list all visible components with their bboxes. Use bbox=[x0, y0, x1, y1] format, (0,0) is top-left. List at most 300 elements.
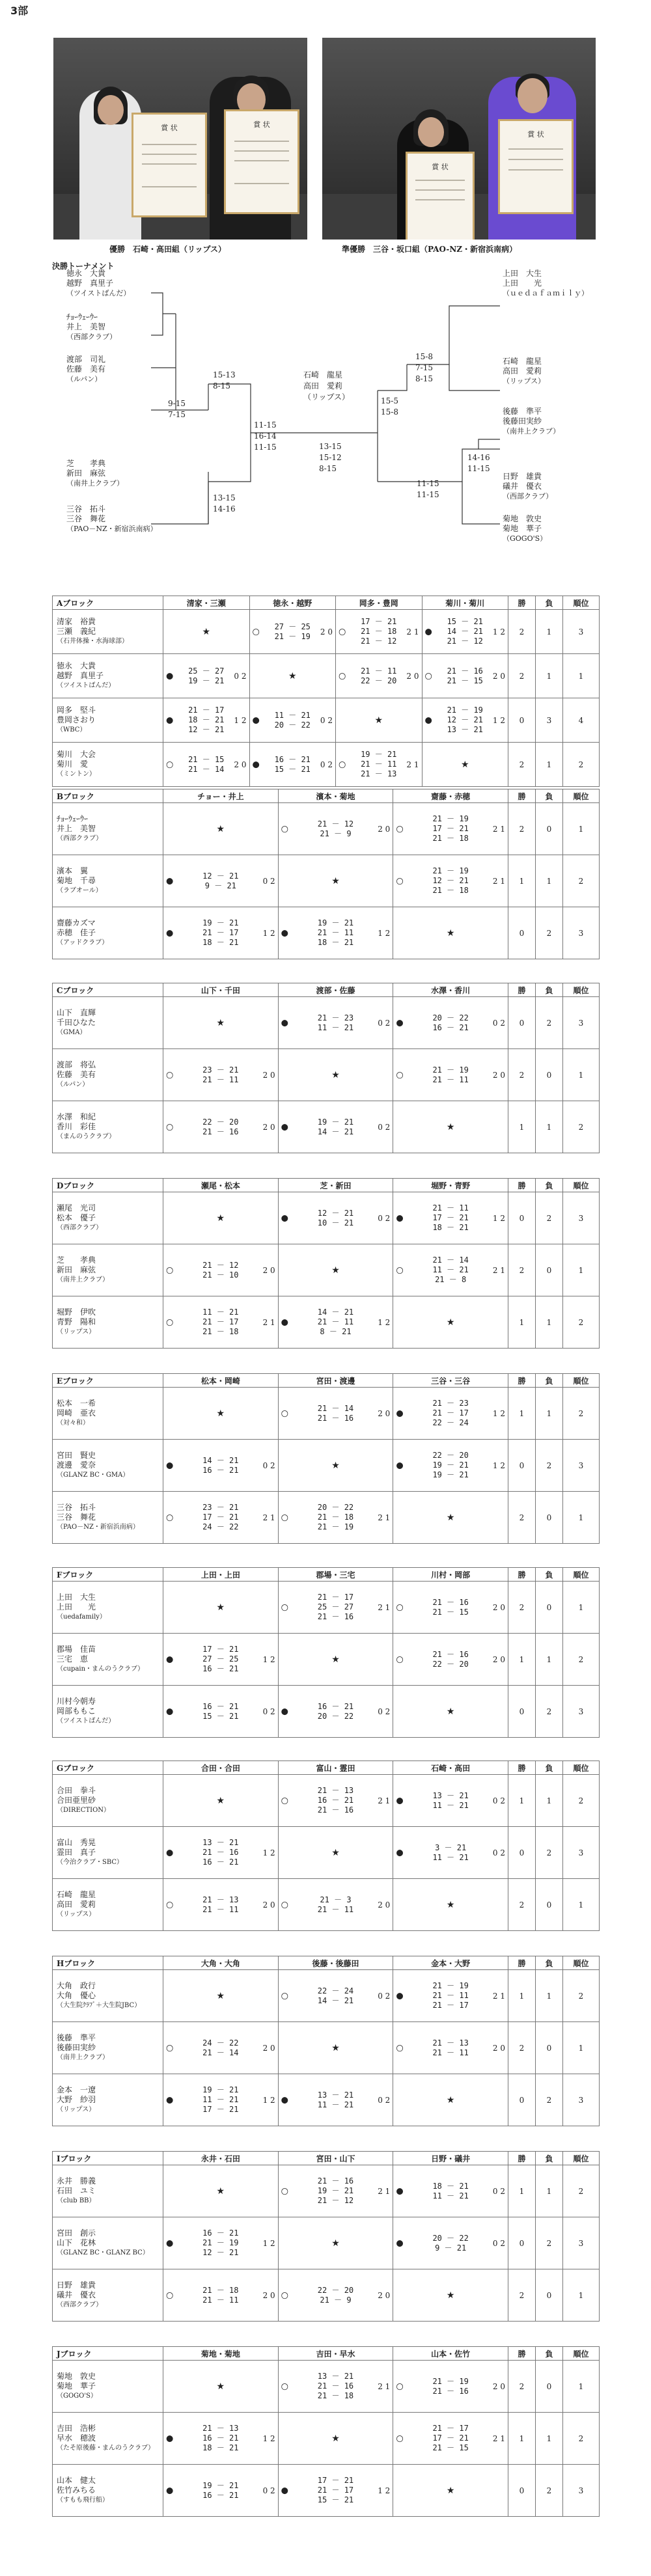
match-total: 0 2 bbox=[262, 876, 275, 886]
team-club: （ルパン） bbox=[57, 1081, 89, 1088]
team-row bbox=[53, 1192, 600, 1244]
match-result-cell bbox=[422, 610, 508, 654]
match-total: 1 2 bbox=[262, 2433, 275, 2443]
game-score: 21 － 13 bbox=[432, 2038, 469, 2048]
losses: 2 bbox=[535, 2217, 562, 2269]
bracket-player-name: 高田 愛莉 bbox=[503, 366, 542, 376]
match-result-cell bbox=[393, 1634, 508, 1686]
win-mark: ○ bbox=[166, 1122, 174, 1132]
game-score: 16 － 21 bbox=[202, 1857, 239, 1867]
player-name: 日野 雄貴 bbox=[57, 2281, 96, 2290]
team-row bbox=[53, 1049, 600, 1101]
team-names bbox=[53, 1101, 163, 1153]
game-score: 25 － 27 bbox=[188, 666, 225, 676]
game-score: 21 － 13 bbox=[202, 2424, 239, 2433]
losses: 2 bbox=[535, 1440, 562, 1492]
team-row bbox=[53, 2413, 600, 2465]
player-name: 川村今朝寿 bbox=[57, 1697, 96, 1706]
game-score: 21 － 16 bbox=[432, 2386, 469, 2396]
game-score: 21 － 18 bbox=[432, 834, 469, 843]
player-name: 岡多 堅斗 bbox=[57, 706, 96, 715]
game-score: 16 － 21 bbox=[202, 1664, 239, 1673]
bracket-player-name: 新田 麻弦 bbox=[66, 469, 106, 478]
loss-mark: ● bbox=[166, 928, 174, 938]
game-score: 21 － 11 bbox=[361, 760, 397, 769]
bracket-entry bbox=[503, 407, 560, 436]
match-result-cell bbox=[163, 1827, 279, 1879]
match-total: 2 0 bbox=[262, 2290, 275, 2300]
win-mark: ○ bbox=[166, 1070, 174, 1080]
game-score: 13 － 21 bbox=[317, 2372, 354, 2381]
match-total: 2 0 bbox=[262, 1122, 275, 1132]
game-score: 21 － 17 bbox=[317, 2486, 354, 2495]
game-score: 17 － 21 bbox=[202, 1645, 239, 1654]
column-header: 金本・大野 bbox=[393, 1956, 508, 1970]
column-header: 芝・新田 bbox=[278, 1179, 393, 1192]
self-match-cell: ★ bbox=[393, 1686, 508, 1738]
game-score: 19 － 21 bbox=[317, 1117, 354, 1127]
team-row bbox=[53, 1388, 600, 1440]
game-score: 27 － 25 bbox=[202, 1654, 239, 1664]
league-table bbox=[52, 1761, 600, 1931]
player-name: 高田 愛莉 bbox=[57, 1900, 96, 1909]
losses: 1 bbox=[535, 1634, 562, 1686]
match-result-cell bbox=[393, 1049, 508, 1101]
team-club: （たそ原後藤・まんのうクラブ） bbox=[57, 2445, 155, 2452]
game-score: 21 － 16 bbox=[447, 666, 483, 676]
player-name: 大野 紗羽 bbox=[57, 2095, 96, 2104]
match-total: 2 1 bbox=[378, 2381, 391, 2391]
game-score: 22 － 24 bbox=[317, 1986, 354, 1995]
match-total: 1 2 bbox=[492, 1408, 505, 1418]
match-result-cell bbox=[163, 855, 279, 907]
match-total: 0 2 bbox=[262, 1706, 275, 1716]
rank: 1 bbox=[562, 1049, 599, 1101]
team-club: （DIRECTION） bbox=[57, 1807, 111, 1814]
team-club: （西部クラブ） bbox=[57, 2301, 103, 2309]
player-name: ﾁｮｰｳｪｰｳｰ bbox=[57, 814, 89, 823]
wins: 1 bbox=[508, 1101, 535, 1153]
team-club: （GLANZ BC・GMA） bbox=[57, 1472, 130, 1479]
game-score: 21 － 11 bbox=[432, 2048, 469, 2057]
game-score: 16 － 21 bbox=[202, 1465, 239, 1475]
game-score: 11 － 21 bbox=[202, 2095, 239, 2104]
match-result-cell bbox=[163, 1101, 279, 1153]
win-mark: ○ bbox=[281, 2290, 288, 2300]
rank: 1 bbox=[562, 1492, 599, 1544]
game-score: 21 － 14 bbox=[188, 764, 225, 774]
game-score: 21 － 12 bbox=[202, 1260, 239, 1270]
column-header: 山下・千田 bbox=[163, 983, 279, 997]
self-match-cell: ★ bbox=[163, 997, 279, 1049]
wins: 0 bbox=[508, 2217, 535, 2269]
game-score: 21 － 17 bbox=[202, 928, 239, 937]
bracket-player-name: 日野 雄貴 bbox=[503, 472, 542, 481]
player-name: 永井 勝義 bbox=[57, 2176, 96, 2185]
match-result-cell bbox=[163, 1296, 279, 1349]
match-total: 2 0 bbox=[378, 1408, 391, 1418]
player-name: 赤穂 佳子 bbox=[57, 928, 96, 937]
match-total: 2 0 bbox=[320, 627, 333, 637]
team-names bbox=[53, 2361, 163, 2413]
rank-header: 順位 bbox=[562, 789, 599, 803]
match-result-cell bbox=[393, 803, 508, 855]
loss-header: 負 bbox=[535, 2152, 562, 2165]
loss-mark: ● bbox=[281, 1018, 288, 1028]
rank: 3 bbox=[563, 610, 600, 654]
bracket-entry bbox=[503, 357, 545, 386]
bracket-entry bbox=[66, 459, 124, 488]
team-row bbox=[53, 855, 600, 907]
game-score: 18 － 21 bbox=[202, 938, 239, 947]
loss-mark: ● bbox=[396, 1991, 404, 2001]
game-score: 21 － 11 bbox=[317, 928, 354, 937]
match-result-cell bbox=[163, 698, 250, 743]
team-row bbox=[53, 743, 600, 787]
bracket-score-r-b: 11-15 11-15 bbox=[417, 479, 439, 499]
team-row bbox=[53, 1634, 600, 1686]
rank: 2 bbox=[562, 2165, 599, 2217]
game-score: 27 － 25 bbox=[274, 622, 311, 631]
self-match-cell: ★ bbox=[278, 2022, 393, 2074]
team-names bbox=[53, 1970, 163, 2022]
win-mark: ○ bbox=[281, 2186, 288, 2196]
self-match-cell: ★ bbox=[163, 2361, 279, 2413]
match-total: 0 2 bbox=[378, 1213, 391, 1223]
wins: 0 bbox=[508, 2074, 535, 2126]
match-result-cell bbox=[393, 1440, 508, 1492]
game-score: 21 － 19 bbox=[274, 631, 311, 641]
match-total: 2 0 bbox=[378, 1900, 391, 1910]
self-match-cell: ★ bbox=[278, 1049, 393, 1101]
rank: 1 bbox=[562, 2022, 599, 2074]
win-header: 勝 bbox=[508, 596, 536, 610]
game-score: 21 － 13 bbox=[317, 1786, 354, 1795]
rank: 2 bbox=[562, 1101, 599, 1153]
match-total: 1 2 bbox=[378, 1317, 391, 1327]
match-result-cell bbox=[422, 698, 508, 743]
rank: 2 bbox=[562, 855, 599, 907]
team-club: （GMA） bbox=[57, 1029, 87, 1036]
team-row bbox=[53, 2022, 600, 2074]
win-header: 勝 bbox=[508, 983, 535, 997]
game-score: 21 － 11 bbox=[432, 1203, 469, 1213]
loss-mark: ● bbox=[281, 1213, 288, 1223]
game-score: 21 － 18 bbox=[202, 1327, 239, 1336]
column-header: 郡場・三宅 bbox=[278, 1568, 393, 1582]
player-name: 佐藤 美有 bbox=[57, 1070, 96, 1079]
win-mark: ○ bbox=[281, 1408, 288, 1418]
loss-header: 負 bbox=[535, 2347, 562, 2361]
game-score: 21 － 16 bbox=[432, 1597, 469, 1607]
game-score: 21 － 14 bbox=[432, 1255, 469, 1265]
game-score: 20 － 22 bbox=[274, 720, 311, 730]
game-score: 21 － 19 bbox=[202, 2238, 239, 2247]
win-mark: ○ bbox=[396, 876, 404, 886]
game-score: 21 － 15 bbox=[432, 1607, 469, 1617]
team-names bbox=[53, 610, 163, 654]
game-score: 3 － 21 bbox=[435, 1843, 467, 1852]
game-score: 12 － 21 bbox=[202, 871, 239, 881]
game-score: 14 － 21 bbox=[317, 1127, 354, 1136]
team-names bbox=[53, 698, 163, 743]
game-score: 11 － 21 bbox=[317, 2100, 354, 2109]
match-total: 2 1 bbox=[492, 824, 505, 834]
match-total: 0 2 bbox=[378, 2095, 391, 2105]
team-names bbox=[53, 855, 163, 907]
win-mark: ○ bbox=[396, 2381, 404, 2391]
game-score: 19 － 21 bbox=[202, 918, 239, 927]
game-score: 12 － 21 bbox=[317, 1208, 354, 1218]
match-result-cell bbox=[336, 743, 422, 787]
column-header: 菊地・菊地 bbox=[163, 2347, 279, 2361]
win-mark: ○ bbox=[281, 2381, 288, 2391]
self-match-cell: ★ bbox=[249, 654, 336, 698]
rank: 1 bbox=[562, 1244, 599, 1296]
game-score: 21 － 11 bbox=[432, 1991, 469, 2000]
losses: 1 bbox=[536, 610, 563, 654]
column-header: 吉田・早水 bbox=[278, 2347, 393, 2361]
match-result-cell bbox=[163, 2465, 279, 2517]
bracket-club: （南井上クラブ） bbox=[66, 479, 124, 487]
match-total: 2 1 bbox=[378, 1513, 391, 1522]
player-name: 菊地 敦史 bbox=[57, 2372, 96, 2381]
game-score: 20 － 22 bbox=[432, 1013, 469, 1022]
player-name: 金本 一遼 bbox=[57, 2085, 96, 2094]
self-match-cell: ★ bbox=[163, 1388, 279, 1440]
match-total: 2 0 bbox=[492, 2043, 505, 2053]
game-score: 24 － 22 bbox=[202, 1522, 239, 1531]
win-mark: ○ bbox=[396, 1602, 404, 1612]
loss-mark: ● bbox=[166, 2433, 174, 2443]
player-name: 上田 光 bbox=[57, 1602, 96, 1611]
game-score: 16 － 21 bbox=[317, 1701, 354, 1711]
rank: 3 bbox=[562, 907, 599, 959]
self-match-cell: ★ bbox=[163, 1775, 279, 1827]
player-name: 濱本 翼 bbox=[57, 866, 89, 875]
game-score: 21 － 11 bbox=[202, 1904, 239, 1914]
bracket-score-r-r1: 14-16 11-15 bbox=[467, 453, 490, 473]
column-header: 菊川・菊川 bbox=[422, 596, 508, 610]
game-score: 16 － 21 bbox=[202, 2433, 239, 2443]
column-header: 松本・岡崎 bbox=[163, 1374, 279, 1388]
team-club: （石井体操・水海球部） bbox=[57, 638, 128, 645]
team-row bbox=[53, 2361, 600, 2413]
wins: 0 bbox=[508, 1440, 535, 1492]
losses: 2 bbox=[535, 2074, 562, 2126]
team-names bbox=[53, 1296, 163, 1349]
wins: 0 bbox=[508, 907, 535, 959]
team-club: （PAO－NZ・新宿浜南病） bbox=[57, 1524, 139, 1531]
bracket-entry bbox=[66, 312, 117, 342]
wins: 2 bbox=[508, 654, 536, 698]
player-name: 井上 美智 bbox=[57, 824, 96, 833]
game-score: 17 － 21 bbox=[432, 2433, 469, 2443]
team-names bbox=[53, 2217, 163, 2269]
match-result-cell bbox=[249, 610, 336, 654]
game-score: 23 － 21 bbox=[202, 1503, 239, 1512]
player-name: 菊川 愛 bbox=[57, 760, 89, 769]
self-match-cell: ★ bbox=[278, 855, 393, 907]
team-club: （南井上クラブ） bbox=[57, 1276, 109, 1283]
player-name: 富山 秀晃 bbox=[57, 1838, 96, 1847]
game-score: 20 － 22 bbox=[317, 1711, 354, 1721]
bracket-title: 決勝トーナメント bbox=[52, 262, 115, 271]
self-match-cell: ★ bbox=[163, 1582, 279, 1634]
cert-title: 賞 状 bbox=[253, 120, 270, 129]
match-result-cell bbox=[278, 1388, 393, 1440]
column-header: 齋藤・赤穂 bbox=[393, 789, 508, 803]
loss-header: 負 bbox=[535, 789, 562, 803]
self-match-cell: ★ bbox=[278, 1634, 393, 1686]
player-name: 徳永 大貴 bbox=[57, 661, 96, 670]
wins: 2 bbox=[508, 743, 536, 787]
player-name: 宮田 賢史 bbox=[57, 1451, 96, 1460]
loss-header: 負 bbox=[535, 1374, 562, 1388]
win-mark: ○ bbox=[339, 671, 346, 681]
game-score: 19 － 21 bbox=[432, 1460, 469, 1470]
game-score: 22 － 20 bbox=[202, 1117, 239, 1127]
match-result-cell bbox=[393, 1388, 508, 1440]
player-name: 松本 一希 bbox=[57, 1399, 96, 1408]
self-match-cell: ★ bbox=[163, 803, 279, 855]
rank: 3 bbox=[562, 997, 599, 1049]
block-name: Gブロック bbox=[53, 1761, 163, 1775]
bracket-club: （南井上クラブ） bbox=[503, 427, 561, 435]
player-name: 清家 裕貴 bbox=[57, 617, 96, 626]
league-table bbox=[52, 596, 600, 787]
player-name: 瀬尾 光司 bbox=[57, 1203, 96, 1213]
match-total: 2 0 bbox=[234, 760, 247, 769]
losses: 2 bbox=[535, 907, 562, 959]
player-name: 堀野 伊吹 bbox=[57, 1308, 96, 1317]
bracket-club: （PAO－NZ・新宿浜南病） bbox=[66, 525, 158, 533]
game-score: 18 － 21 bbox=[317, 938, 354, 947]
team-names bbox=[53, 1775, 163, 1827]
game-score: 21 － 16 bbox=[432, 1649, 469, 1659]
game-score: 18 － 21 bbox=[432, 1223, 469, 1232]
match-total: 1 2 bbox=[378, 2486, 391, 2495]
column-header: 岡多・豊岡 bbox=[336, 596, 422, 610]
game-score: 12 － 21 bbox=[432, 876, 469, 885]
match-result-cell bbox=[163, 1686, 279, 1738]
match-result-cell bbox=[278, 1192, 393, 1244]
game-score: 25 － 27 bbox=[317, 1602, 354, 1611]
match-result-cell bbox=[393, 2413, 508, 2465]
match-result-cell bbox=[249, 698, 336, 743]
rank-header: 順位 bbox=[562, 1956, 599, 1970]
loss-mark: ● bbox=[281, 2486, 288, 2495]
match-result-cell bbox=[393, 855, 508, 907]
game-score: 21 － 14 bbox=[317, 1403, 354, 1413]
game-score: 9 － 21 bbox=[435, 2243, 467, 2253]
team-names bbox=[53, 2465, 163, 2517]
match-result-cell bbox=[393, 2361, 508, 2413]
game-score: 21 － 10 bbox=[202, 1270, 239, 1280]
team-row bbox=[53, 803, 600, 855]
match-result-cell bbox=[393, 2165, 508, 2217]
win-header: 勝 bbox=[508, 1374, 535, 1388]
block-name: Eブロック bbox=[53, 1374, 163, 1388]
team-names bbox=[53, 803, 163, 855]
game-score: 13 － 21 bbox=[447, 725, 483, 734]
game-score: 21 － 11 bbox=[432, 1075, 469, 1084]
player-name: 礒井 優衣 bbox=[57, 2290, 96, 2299]
match-result-cell bbox=[278, 1101, 393, 1153]
loss-mark: ● bbox=[424, 715, 432, 725]
losses: 1 bbox=[536, 743, 563, 787]
team-names bbox=[53, 997, 163, 1049]
win-mark: ○ bbox=[339, 760, 346, 769]
match-total: 2 1 bbox=[492, 876, 505, 886]
game-score: 21 － 12 bbox=[447, 637, 483, 646]
losses: 1 bbox=[535, 1101, 562, 1153]
bracket-player-name: 菊地 敦史 bbox=[503, 514, 542, 523]
match-total: 1 2 bbox=[492, 1460, 505, 1470]
self-match-cell: ★ bbox=[393, 1879, 508, 1931]
game-score: 21 － 23 bbox=[317, 1013, 354, 1022]
game-score: 15 － 21 bbox=[317, 2495, 354, 2504]
self-match-cell: ★ bbox=[163, 610, 250, 654]
league-table bbox=[52, 1567, 600, 1738]
game-score: 18 － 21 bbox=[432, 2181, 469, 2191]
game-score: 18 － 21 bbox=[202, 2443, 239, 2452]
win-mark: ○ bbox=[166, 1265, 174, 1275]
cert-title: 賞 状 bbox=[527, 130, 544, 139]
self-match-cell: ★ bbox=[393, 2074, 508, 2126]
column-header: 合田・合田 bbox=[163, 1761, 279, 1775]
bracket-player-name: 石崎 龍星 bbox=[503, 357, 542, 366]
column-header: 宮田・渡邊 bbox=[278, 1374, 393, 1388]
game-score: 19 － 21 bbox=[317, 2186, 354, 2195]
player-name: 石崎 龍星 bbox=[57, 1890, 96, 1899]
column-header: 堀野・青野 bbox=[393, 1179, 508, 1192]
match-result-cell bbox=[278, 2165, 393, 2217]
team-club: （西部クラブ） bbox=[57, 1224, 103, 1231]
player-name: 郡場 佳苗 bbox=[57, 1645, 96, 1654]
team-row bbox=[53, 2074, 600, 2126]
rank: 1 bbox=[563, 654, 600, 698]
match-result-cell bbox=[278, 907, 393, 959]
game-score: 21 － 3 bbox=[320, 1895, 352, 1904]
game-score: 16 － 21 bbox=[317, 1796, 354, 1805]
cert-title: 賞 状 bbox=[432, 163, 449, 171]
game-score: 19 － 21 bbox=[432, 1470, 469, 1479]
player-name: 香川 彩佳 bbox=[57, 1122, 96, 1131]
game-score: 21 － 9 bbox=[320, 2295, 352, 2305]
bracket-player-name: 菊地 華子 bbox=[503, 524, 542, 533]
game-score: 20 － 22 bbox=[432, 2233, 469, 2243]
bracket-club: （GOGO'S） bbox=[503, 534, 547, 543]
loss-header: 負 bbox=[535, 1956, 562, 1970]
player-name: 菊地 華子 bbox=[57, 2381, 96, 2391]
game-score: 16 － 21 bbox=[202, 2490, 239, 2500]
loss-mark: ● bbox=[396, 1460, 404, 1470]
match-result-cell bbox=[393, 1827, 508, 1879]
wins: 2 bbox=[508, 1049, 535, 1101]
team-names bbox=[53, 1049, 163, 1101]
bracket-club: （西部クラブ） bbox=[66, 333, 117, 341]
game-score: 14 － 21 bbox=[317, 1308, 354, 1317]
team-club: （club BB） bbox=[57, 2197, 96, 2204]
match-total: 2 0 bbox=[492, 1070, 505, 1080]
game-score: 15 － 21 bbox=[274, 764, 311, 774]
game-score: 17 － 21 bbox=[317, 2476, 354, 2485]
rank-header: 順位 bbox=[562, 1179, 599, 1192]
losses: 2 bbox=[535, 1686, 562, 1738]
league-table bbox=[52, 1373, 600, 1544]
game-score: 21 － 16 bbox=[202, 1848, 239, 1857]
